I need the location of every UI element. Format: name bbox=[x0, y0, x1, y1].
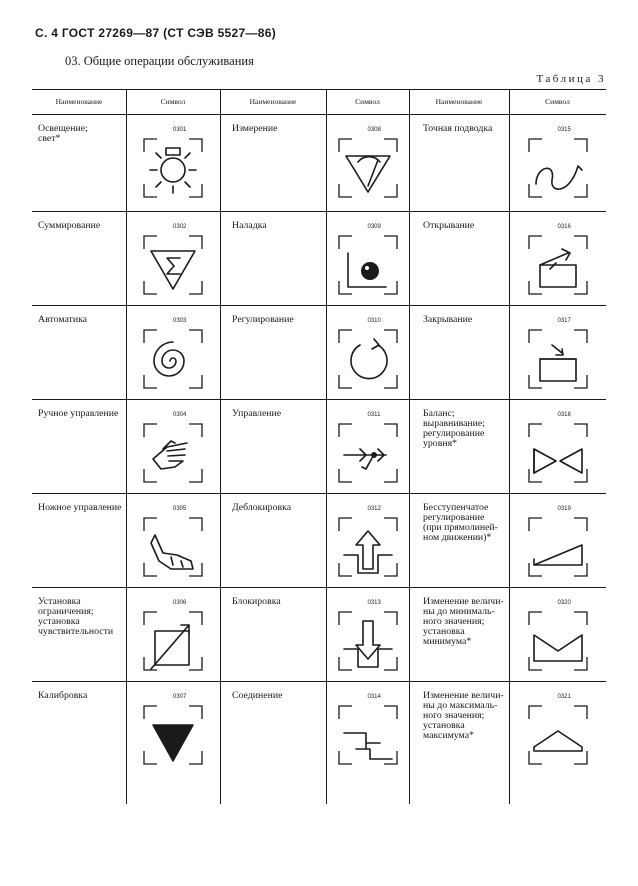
symbol-code: 0315 bbox=[557, 127, 571, 133]
symbol-code: 0309 bbox=[367, 224, 381, 230]
maximum-icon bbox=[526, 703, 590, 767]
row-divider bbox=[32, 587, 606, 588]
symbol-name: Освещение; свет* bbox=[38, 123, 88, 144]
open-lid-icon bbox=[526, 233, 590, 297]
column-divider bbox=[126, 89, 127, 804]
ball-corner-icon bbox=[336, 233, 400, 297]
column-divider bbox=[509, 89, 510, 804]
symbol-name: Регулирование bbox=[232, 314, 294, 325]
table-header-border bbox=[32, 114, 606, 115]
symbol-name: Баланс; выравнивание; регулирование уровня* bbox=[423, 408, 485, 449]
hand-icon bbox=[141, 421, 205, 485]
symbol-name: Ручное управление bbox=[38, 408, 119, 419]
symbol-code: 0306 bbox=[173, 600, 187, 606]
symbol-code: 0304 bbox=[173, 412, 187, 418]
symbol-name: Калибровка bbox=[38, 690, 88, 701]
symbol-code: 0314 bbox=[367, 694, 381, 700]
column-header-name: Наименование bbox=[435, 97, 483, 106]
column-header-symbol: Символ bbox=[160, 97, 186, 106]
section-title: 03. Общие операции обслуживания bbox=[65, 54, 254, 68]
symbol-name: Автоматика bbox=[38, 314, 88, 325]
sun-icon bbox=[141, 136, 205, 200]
symbol-name: Наладка bbox=[232, 220, 267, 231]
table-label: Таблица 3 bbox=[536, 73, 606, 85]
symbol-code: 0305 bbox=[173, 506, 187, 512]
hook-curve-icon bbox=[526, 136, 590, 200]
column-divider bbox=[220, 89, 221, 804]
symbol-name: Соединение bbox=[232, 690, 283, 701]
page-header: С. 4 ГОСТ 27269—87 (СТ СЭВ 5527—86) bbox=[35, 26, 277, 40]
measure-triangle-icon bbox=[336, 136, 400, 200]
column-divider bbox=[326, 89, 327, 804]
row-divider bbox=[32, 211, 606, 212]
symbol-name: Суммирование bbox=[38, 220, 101, 231]
column-header-name: Наименование bbox=[55, 97, 103, 106]
column-header-name: Наименование bbox=[249, 97, 297, 106]
symbol-code: 0317 bbox=[557, 318, 571, 324]
column-divider bbox=[409, 89, 410, 804]
minimum-icon bbox=[526, 609, 590, 673]
symbol-name: Открывание bbox=[423, 220, 475, 231]
symbol-code: 0313 bbox=[367, 600, 381, 606]
wedge-icon bbox=[526, 515, 590, 579]
symbol-name: Бесступенчатое регулирование (при прямолиней- ном движении)* bbox=[423, 502, 498, 543]
symbol-code: 0318 bbox=[557, 412, 571, 418]
symbol-code: 0301 bbox=[173, 127, 187, 133]
foot-icon bbox=[141, 515, 205, 579]
circle-arrow-icon bbox=[336, 327, 400, 391]
symbol-name: Деблокировка bbox=[232, 502, 292, 513]
symbol-code: 0307 bbox=[173, 694, 187, 700]
balance-icon bbox=[526, 421, 590, 485]
symbol-code: 0320 bbox=[557, 600, 571, 606]
row-divider bbox=[32, 399, 606, 400]
symbol-name: Изменение величи- ны до максималь- ного значения; установка максимума* bbox=[423, 690, 504, 741]
symbol-name: Точная подводка bbox=[423, 123, 493, 134]
arrow-dot-icon bbox=[336, 421, 400, 485]
symbol-code: 0310 bbox=[367, 318, 381, 324]
arrow-down-in-icon bbox=[336, 609, 400, 673]
symbol-name: Блокировка bbox=[232, 596, 281, 607]
symbol-code: 0319 bbox=[557, 506, 571, 512]
symbol-code: 0308 bbox=[367, 127, 381, 133]
symbol-name: Управление bbox=[232, 408, 282, 419]
symbol-code: 0311 bbox=[367, 412, 381, 418]
column-header-symbol: Символ bbox=[355, 97, 380, 106]
row-divider bbox=[32, 493, 606, 494]
square-diagonal-arrow-icon bbox=[141, 609, 205, 673]
close-lid-icon bbox=[526, 327, 590, 391]
symbol-code: 0312 bbox=[367, 506, 381, 512]
row-divider bbox=[32, 681, 606, 682]
symbol-name: Закрывание bbox=[423, 314, 473, 325]
arrow-up-out-icon bbox=[336, 515, 400, 579]
sigma-triangle-icon bbox=[141, 233, 205, 297]
symbol-name: Установка ограничения; установка чувствительности bbox=[38, 596, 114, 637]
symbol-name: Ножное управление bbox=[38, 502, 122, 513]
symbol-name: Изменение величи- ны до минималь- ного значения; установка минимума* bbox=[423, 596, 504, 647]
symbol-code: 0321 bbox=[557, 694, 571, 700]
row-divider bbox=[32, 305, 606, 306]
connection-icon bbox=[336, 703, 400, 767]
symbol-name: Измерение bbox=[232, 123, 278, 134]
column-header-symbol: Символ bbox=[545, 97, 570, 106]
symbol-code: 0302 bbox=[173, 224, 187, 230]
spiral-icon bbox=[141, 327, 205, 391]
symbol-code: 0316 bbox=[557, 224, 571, 230]
filled-triangle-icon bbox=[141, 703, 205, 767]
symbol-code: 0303 bbox=[173, 318, 187, 324]
